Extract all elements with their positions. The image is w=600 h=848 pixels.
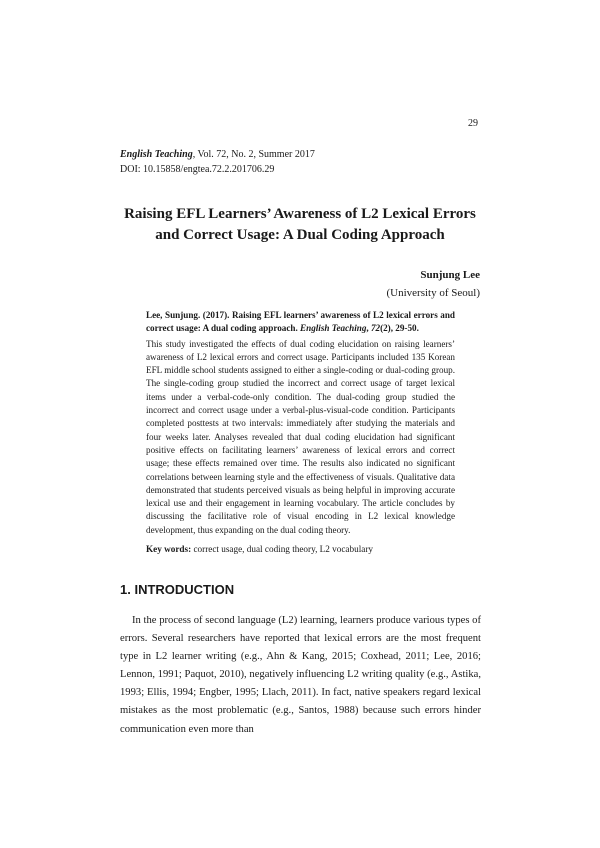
citation-journal: English Teaching [300,323,367,334]
keywords-label: Key words: [146,544,192,554]
paper-title [100,204,500,246]
abstract-citation [146,309,455,336]
body-paragraph: In the process of second language (L2) learning, learners produce various types of errors. Several researchers have reported that lexical errors are the most frequent type in L2 learner writing (e.g., Ahn & Kang, 2015; Coxhead, 2011; Lee, 2016; Lennon, 1991; Paquot, 2010), negatively influencing L2 writing quality (e.g., Astika, 1993; Ellis, 1994; Engber, 1995; Llach, 2011). In fact, native speakers regard lexical mistakes as the most problematic (e.g., Santos, 1988) because such errors hinder communication even more than [120,615,481,735]
doi: DOI: 10.15858/engtea.72.2.201706.29 [120,164,275,175]
author-name: Sunjung Lee [420,269,480,281]
journal-name: English Teaching [120,149,193,160]
abstract-text: This study investigated the effects of dual coding elucidation on raising learners’ awareness of L2 lexical errors and correct usage. Participants included 135 Korean EFL middle school students assigned to either a single-coding or dual-coding group. The single-coding group studied the incorrect and correct usage of target lexical items under a verbal-code-only condition. The dual-coding group studied the incorrect and correct usage under a verbal-plus-visual-code condition. Participants completed posttests at two intervals: immediately after studying the materials and four weeks later. Analyses revealed that dual coding elucidation had significant positive effects on facilitating learners’ awareness of lexical errors and correct usage; these effects remained over time. The results also indicated no significant correlations between learning style and the effectiveness of visuals. Qualitative data demonstrated that students perceived visuals as being helpful in improving accurate lexical use and their engagement in learning vocabulary. The article concludes by discussing the facilitative role of visual encoding in L2 lexical knowledge development, thus expanding on the dual coding theory. [146,338,455,535]
journal-citation [120,147,315,162]
body-text [120,612,481,739]
citation-text: Lee, Sunjung. (2017). Raising EFL learners’ awareness of L2 lexical errors and correct usage: A dual coding approach. [146,310,455,334]
citation-volume: 72 [370,323,381,334]
journal-issue: , Vol. 72, No. 2, Summer 2017 [192,149,315,160]
citation-pages: (2), 29-50. [380,323,419,334]
abstract [146,309,455,537]
section-heading: 1. INTRODUCTION [120,582,235,597]
author-affiliation: (University of Seoul) [386,287,480,299]
page-number: 29 [468,118,478,129]
citation-separator: , [366,323,371,334]
keywords [146,543,466,556]
title-line-2: and Correct Usage: A Dual Coding Approach [155,227,445,243]
keywords-text: correct usage, dual coding theory, L2 vocabulary [191,544,373,554]
title-line-1: Raising EFL Learners’ Awareness of L2 Lexical Errors [124,206,476,222]
